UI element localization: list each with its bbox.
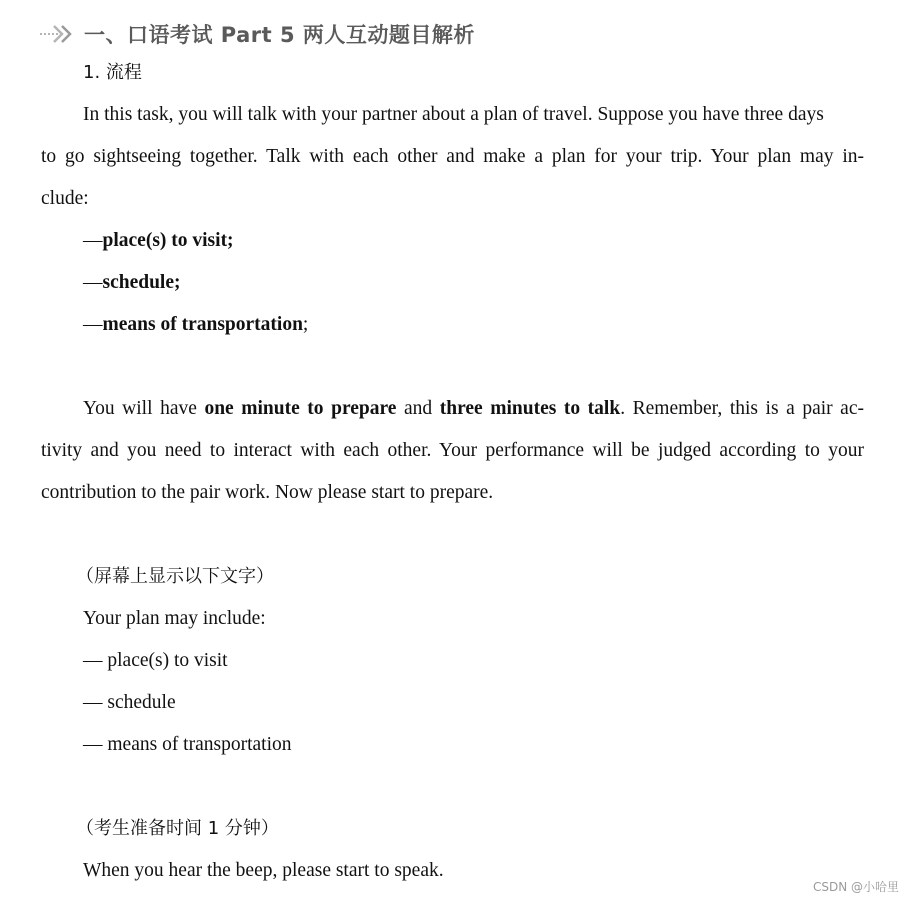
screen-intro: Your plan may include: bbox=[83, 608, 266, 629]
para2-text: and bbox=[396, 398, 440, 419]
para2-bold-prepare: one minute to prepare bbox=[204, 398, 397, 419]
step-title: 1. 流程 bbox=[83, 62, 142, 83]
screen-note: （屏幕上显示以下文字） bbox=[76, 566, 274, 587]
bullet-dash: — bbox=[83, 230, 103, 251]
watermark: CSDN @小哈里 bbox=[812, 880, 899, 894]
para2-bold-talk: three minutes to talk bbox=[439, 398, 621, 419]
bullet-dash: — bbox=[83, 272, 103, 293]
bullet-transportation bbox=[83, 313, 308, 337]
para1-line2: to go sightseeing together. Talk with each other and make a plan for your trip. Your plan may in- bbox=[41, 146, 864, 167]
screen-item: — place(s) to visit bbox=[83, 650, 228, 671]
bullet-text: place(s) to visit; bbox=[102, 230, 234, 251]
double-arrow-icon bbox=[40, 22, 74, 46]
bullet-dash: — bbox=[83, 314, 103, 335]
para2-line2: tivity and you need to interact with each other. Your performance will be judged according to your bbox=[41, 440, 864, 461]
bullet-tail: ; bbox=[302, 314, 309, 335]
section-heading bbox=[40, 14, 475, 54]
screen-item: — schedule bbox=[83, 692, 176, 713]
bullet-text: means of transportation bbox=[102, 314, 303, 335]
para2-line1 bbox=[83, 397, 864, 421]
para1-line1: In this task, you will talk with your partner about a plan of travel. Suppose you have three days bbox=[83, 104, 824, 125]
screen-item: — means of transportation bbox=[83, 734, 292, 755]
para2-text: You will have bbox=[83, 398, 205, 419]
prep-note: （考生准备时间 1 分钟） bbox=[76, 818, 279, 839]
final-line: When you hear the beep, please start to speak. bbox=[83, 860, 444, 881]
para2-line3: contribution to the pair work. Now please start to prepare. bbox=[41, 482, 494, 503]
para2-text: . Remember, this is a pair ac- bbox=[620, 398, 864, 419]
section-title: 一、口语考试 Part 5 两人互动题目解析 bbox=[84, 23, 475, 47]
bullet-place bbox=[83, 229, 234, 253]
bullet-schedule bbox=[83, 271, 181, 295]
para1-line3: clude: bbox=[41, 188, 89, 209]
bullet-text: schedule; bbox=[102, 272, 181, 293]
